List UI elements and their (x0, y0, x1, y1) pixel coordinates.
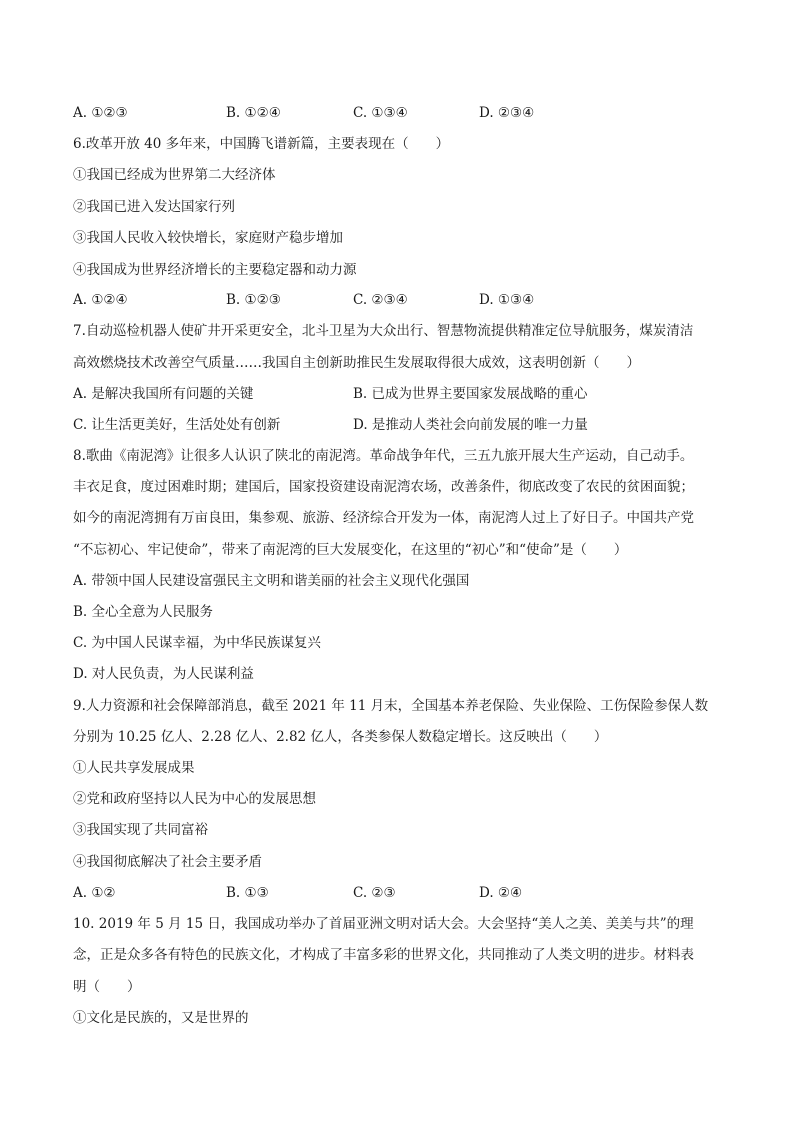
q6-option-b[interactable]: B. ①②③ (226, 292, 281, 308)
q10-item-1: ①文化是民族的，又是世界的 (73, 1010, 249, 1026)
q8-option-c[interactable]: C. 为中国人民谋幸福，为中华民族谋复兴 (73, 635, 321, 651)
q7-options-row-2 (73, 416, 733, 434)
q5-option-b[interactable]: B. ①②④ (226, 105, 281, 121)
q8-option-b[interactable]: B. 全心全意为人民服务 (73, 604, 214, 620)
q7-option-d[interactable]: D. 是推动人类社会向前发展的唯一力量 (353, 417, 588, 433)
q6-item-4: ④我国成为世界经济增长的主要稳定器和动力源 (73, 262, 357, 278)
q6-item-3: ③我国人民收入较快增长，家庭财产稳步增加 (73, 230, 343, 246)
q9-option-d[interactable]: D. ②④ (479, 885, 523, 901)
q9-stem-line-2: 分别为 10.25 亿人、2.28 亿人、2.82 亿人，各类参保人数稳定增长。这反映出（ ） (73, 729, 608, 745)
q9-stem-line-1: 9.人力资源和社会保障部消息，截至 2021 年 11 月末，全国基本养老保险、失业保险、工伤保险参保人数 (73, 698, 709, 714)
q8-stem-line-3: 如今的南泥湾拥有万亩良田，集参观、旅游、经济综合开发为一体，南泥湾人过上了好日子。中国共产党 (73, 510, 694, 526)
q10-stem-line-2: 念，正是众多各有特色的民族文化，才构成了丰富多彩的世界文化，共同推动了人类文明的进步。材料表 (73, 947, 694, 963)
q6-item-1: ①我国已经成为世界第二大经济体 (73, 167, 276, 183)
q7-option-b[interactable]: B. 已成为世界主要国家发展战略的重心 (353, 386, 588, 402)
q8-option-a[interactable]: A. 带领中国人民建设富强民主文明和谐美丽的社会主义现代化强国 (73, 573, 470, 589)
q6-option-d[interactable]: D. ①③④ (479, 292, 535, 308)
q6-item-2: ②我国已进入发达国家行列 (73, 199, 235, 215)
q7-option-a[interactable]: A. 是解决我国所有问题的关键 (73, 386, 254, 402)
q9-item-4: ④我国彻底解决了社会主要矛盾 (73, 854, 262, 870)
q5-option-a[interactable]: A. ①②③ (73, 105, 128, 121)
q6-option-a[interactable]: A. ①②④ (73, 292, 128, 308)
q6-stem: 6.改革开放 40 多年来，中国腾飞谱新篇，主要表现在（ ） (73, 136, 450, 152)
q7-stem-line-2: 高效燃烧技术改善空气质量……我国自主创新助推民生发展取得很大成效，这表明创新（ ） (73, 355, 640, 371)
q8-stem-line-2: 丰衣足食，度过困难时期；建国后，国家投资建设南泥湾农场，改善条件，彻底改变了农民的贫困面貌； (73, 479, 694, 495)
q9-option-a[interactable]: A. ①② (73, 885, 116, 901)
q7-options-row-1 (73, 385, 733, 403)
q7-stem-line-1: 7.自动巡检机器人使矿井开采更安全，北斗卫星为大众出行、智慧物流提供精准定位导航服务，煤炭清洁 (73, 323, 694, 339)
q5-option-d[interactable]: D. ②③④ (479, 105, 535, 121)
q9-item-3: ③我国实现了共同富裕 (73, 822, 208, 838)
q9-option-b[interactable]: B. ①③ (226, 885, 269, 901)
q6-options (73, 291, 733, 309)
q10-stem-line-1: 10. 2019 年 5 月 15 日，我国成功举办了首届亚洲文明对话大会。大会坚持“美人之美、美美与共”的理 (73, 916, 694, 932)
q5-options (73, 104, 733, 122)
q6-option-c[interactable]: C. ②③④ (353, 292, 408, 308)
q9-options (73, 884, 733, 902)
q5-option-c[interactable]: C. ①③④ (353, 105, 408, 121)
q8-stem-line-4: “不忘初心、牢记使命”，带来了南泥湾的巨大发展变化，在这里的“初心”和“使命”是（ ） (73, 542, 628, 558)
q7-option-c[interactable]: C. 让生活更美好，生活处处有创新 (73, 417, 281, 433)
q9-item-2: ②党和政府坚持以人民为中心的发展思想 (73, 791, 316, 807)
q9-item-1: ①人民共享发展成果 (73, 760, 195, 776)
q10-stem-line-3: 明（ ） (73, 979, 141, 995)
q9-option-c[interactable]: C. ②③ (353, 885, 396, 901)
q8-stem-line-1: 8.歌曲《南泥湾》让很多人认识了陕北的南泥湾。革命战争年代，三五九旅开展大生产运动，自己动手。 (73, 448, 694, 464)
q8-option-d[interactable]: D. 对人民负责，为人民谋利益 (73, 666, 254, 682)
